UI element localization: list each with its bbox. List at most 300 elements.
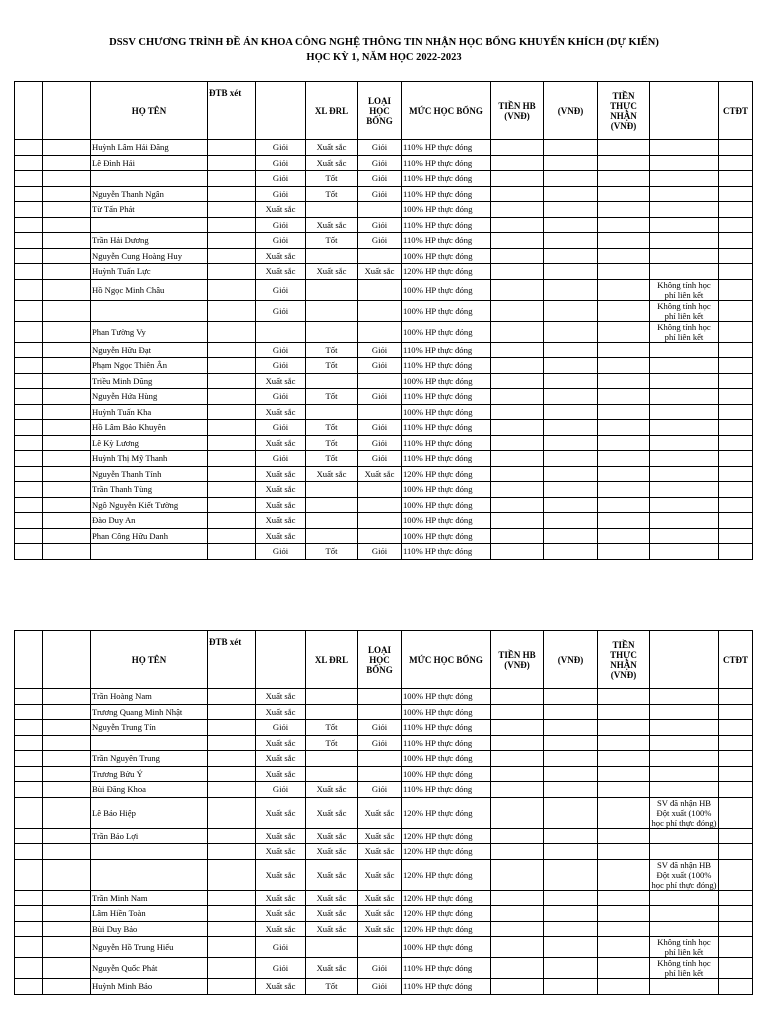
cell-tien-hb xyxy=(491,358,544,374)
note xyxy=(650,766,719,782)
cell-ctdt xyxy=(719,264,753,280)
student-name: Hồ Ngọc Minh Châu xyxy=(91,279,208,300)
dtb-classification xyxy=(256,321,306,342)
cell-ctdt xyxy=(719,497,753,513)
table-row xyxy=(15,544,753,560)
cell-tien-hb xyxy=(491,321,544,342)
cell-blank-a xyxy=(15,704,43,720)
cell-blank-b xyxy=(43,482,91,498)
dtb-classification: Xuất sắc xyxy=(256,466,306,482)
note xyxy=(650,844,719,860)
cell-ctdt xyxy=(719,735,753,751)
drl-classification: Xuất sắc xyxy=(306,797,358,828)
cell-tien-hb xyxy=(491,906,544,922)
scholarship-level: 120% HP thực đóng xyxy=(402,859,491,890)
cell-blank-a xyxy=(15,482,43,498)
cell-blank-b xyxy=(43,451,91,467)
cell-ctdt xyxy=(719,720,753,736)
cell-blank-b xyxy=(43,279,91,300)
cell-blank-a xyxy=(15,451,43,467)
cell-ctdt xyxy=(719,782,753,798)
drl-classification: Tốt xyxy=(306,358,358,374)
cell-blank-a xyxy=(15,828,43,844)
drl-classification xyxy=(306,248,358,264)
cell-ctdt xyxy=(719,451,753,467)
student-name: Nguyễn Hứa Hùng xyxy=(91,389,208,405)
dtb-classification: Giỏi xyxy=(256,279,306,300)
cell-blank-b xyxy=(43,958,91,979)
drl-classification xyxy=(306,766,358,782)
cell-vnd xyxy=(544,735,598,751)
cell-blank-b xyxy=(43,466,91,482)
scholarship-level: 100% HP thực đóng xyxy=(402,513,491,529)
cell-blank-a xyxy=(15,766,43,782)
table-row xyxy=(15,704,753,720)
scholarship-type: Giỏi xyxy=(358,979,402,995)
student-name: Trương Bửu Ý xyxy=(91,766,208,782)
cell-vnd xyxy=(544,451,598,467)
cell-blank-a xyxy=(15,937,43,958)
cell-blank-d xyxy=(208,373,256,389)
dtb-classification: Xuất sắc xyxy=(256,689,306,705)
cell-ctdt xyxy=(719,342,753,358)
drl-classification: Tốt xyxy=(306,544,358,560)
cell-blank-b xyxy=(43,155,91,171)
cell-blank-d xyxy=(208,420,256,436)
cell-vnd xyxy=(544,248,598,264)
drl-classification xyxy=(306,513,358,529)
cell-blank-a xyxy=(15,171,43,187)
cell-vnd xyxy=(544,766,598,782)
cell-blank-b xyxy=(43,420,91,436)
note: Không tính học phí liên kết xyxy=(650,958,719,979)
dtb-classification: Xuất sắc xyxy=(256,435,306,451)
cell-tien-hb xyxy=(491,264,544,280)
cell-tien-hb xyxy=(491,751,544,767)
drl-classification: Tốt xyxy=(306,451,358,467)
student-name: Lê Bảo Hiệp xyxy=(91,797,208,828)
cell-blank-b xyxy=(43,513,91,529)
drl-classification: Tốt xyxy=(306,186,358,202)
cell-blank-b xyxy=(43,766,91,782)
table-row xyxy=(15,389,753,405)
cell-thuc-nhan xyxy=(598,155,650,171)
cell-vnd xyxy=(544,420,598,436)
cell-vnd xyxy=(544,300,598,321)
cell-blank-d xyxy=(208,300,256,321)
note: Không tính học phí liên kết xyxy=(650,937,719,958)
table-row xyxy=(15,248,753,264)
drl-classification: Tốt xyxy=(306,735,358,751)
cell-blank-b xyxy=(43,171,91,187)
table-row xyxy=(15,233,753,249)
cell-ctdt xyxy=(719,466,753,482)
student-name: Huỳnh Tuấn Kha xyxy=(91,404,208,420)
student-name: Phạm Ngọc Thiên Ân xyxy=(91,358,208,374)
drl-classification xyxy=(306,300,358,321)
cell-blank-d xyxy=(208,435,256,451)
table-row xyxy=(15,720,753,736)
cell-blank-a xyxy=(15,233,43,249)
note xyxy=(650,389,719,405)
scholarship-level: 110% HP thực đóng xyxy=(402,171,491,187)
cell-blank-d xyxy=(208,217,256,233)
scholarship-type xyxy=(358,279,402,300)
cell-ctdt xyxy=(719,859,753,890)
note xyxy=(650,171,719,187)
cell-vnd xyxy=(544,497,598,513)
cell-blank-d xyxy=(208,497,256,513)
cell-vnd xyxy=(544,202,598,218)
table-row xyxy=(15,435,753,451)
scholarship-level: 110% HP thực đóng xyxy=(402,544,491,560)
cell-blank-a xyxy=(15,528,43,544)
table-row xyxy=(15,155,753,171)
table-row xyxy=(15,171,753,187)
cell-thuc-nhan xyxy=(598,202,650,218)
note: SV đã nhận HB Đột xuất (100% học phí thực đóng) xyxy=(651,797,717,828)
student-name xyxy=(91,217,208,233)
scholarship-level: 100% HP thực đóng xyxy=(402,404,491,420)
cell-vnd xyxy=(544,171,598,187)
cell-thuc-nhan xyxy=(598,782,650,798)
cell-vnd xyxy=(544,466,598,482)
dtb-classification: Giỏi xyxy=(256,358,306,374)
cell-blank-d xyxy=(208,321,256,342)
note xyxy=(650,155,719,171)
student-name: Trần Thanh Tùng xyxy=(91,482,208,498)
scholarship-level: 120% HP thực đóng xyxy=(402,828,491,844)
drl-classification: Xuất sắc xyxy=(306,906,358,922)
cell-thuc-nhan xyxy=(598,451,650,467)
cell-ctdt xyxy=(719,906,753,922)
header-loai-hoc-bong: LOẠI HỌC BỔNG xyxy=(358,82,402,140)
cell-blank-a xyxy=(15,844,43,860)
scholarship-level: 110% HP thực đóng xyxy=(402,342,491,358)
cell-thuc-nhan xyxy=(598,300,650,321)
cell-blank-d xyxy=(208,528,256,544)
cell-ctdt xyxy=(719,155,753,171)
cell-thuc-nhan xyxy=(598,373,650,389)
note xyxy=(650,720,719,736)
note xyxy=(650,248,719,264)
scholarship-level: 110% HP thực đóng xyxy=(402,435,491,451)
dtb-classification: Xuất sắc xyxy=(256,921,306,937)
table-row xyxy=(15,797,753,828)
scholarship-level: 110% HP thực đóng xyxy=(402,358,491,374)
cell-ctdt xyxy=(719,420,753,436)
drl-classification: Xuất sắc xyxy=(306,782,358,798)
student-name: Trần Minh Nam xyxy=(91,890,208,906)
header-blank-e xyxy=(256,82,306,140)
dtb-classification: Giỏi xyxy=(256,300,306,321)
table-row xyxy=(15,466,753,482)
note xyxy=(650,186,719,202)
scholarship-type: Giỏi xyxy=(358,435,402,451)
cell-ctdt xyxy=(719,528,753,544)
scholarship-type: Giỏi xyxy=(358,155,402,171)
cell-vnd xyxy=(544,373,598,389)
cell-blank-b xyxy=(43,704,91,720)
drl-classification: Xuất sắc xyxy=(306,828,358,844)
drl-classification xyxy=(306,373,358,389)
cell-vnd xyxy=(544,513,598,529)
cell-blank-d xyxy=(208,859,256,890)
table-row xyxy=(15,264,753,280)
cell-thuc-nhan xyxy=(598,342,650,358)
header-muc-hoc-bong: MỨC HỌC BỔNG xyxy=(402,82,491,140)
drl-classification: Xuất sắc xyxy=(306,466,358,482)
cell-vnd xyxy=(544,404,598,420)
dtb-classification: Giỏi xyxy=(256,233,306,249)
scholarship-level: 110% HP thực đóng xyxy=(402,217,491,233)
table-row xyxy=(15,958,753,979)
cell-vnd xyxy=(544,937,598,958)
cell-blank-a xyxy=(15,186,43,202)
cell-thuc-nhan xyxy=(598,890,650,906)
cell-ctdt xyxy=(719,958,753,979)
cell-blank-a xyxy=(15,279,43,300)
header-blank-b xyxy=(43,82,91,140)
cell-blank-d xyxy=(208,140,256,156)
scholarship-level: 120% HP thực đóng xyxy=(402,921,491,937)
scholarship-type: Xuất sắc xyxy=(358,466,402,482)
cell-blank-d xyxy=(208,689,256,705)
student-name: Nguyễn Hữu Đạt xyxy=(91,342,208,358)
dtb-classification: Xuất sắc xyxy=(256,859,306,890)
cell-blank-a xyxy=(15,404,43,420)
drl-classification: Xuất sắc xyxy=(306,217,358,233)
note xyxy=(650,513,719,529)
cell-blank-a xyxy=(15,140,43,156)
cell-thuc-nhan xyxy=(598,404,650,420)
cell-blank-d xyxy=(208,358,256,374)
scholarship-type: Xuất sắc xyxy=(358,264,402,280)
header-blank-a xyxy=(15,631,43,689)
cell-vnd xyxy=(544,435,598,451)
cell-ctdt xyxy=(719,202,753,218)
scholarship-type xyxy=(358,300,402,321)
drl-classification: Xuất sắc xyxy=(306,140,358,156)
cell-blank-d xyxy=(208,202,256,218)
note xyxy=(650,233,719,249)
dtb-classification: Giỏi xyxy=(256,389,306,405)
dtb-classification: Giỏi xyxy=(256,155,306,171)
scholarship-type: Xuất sắc xyxy=(358,859,402,890)
dtb-classification: Xuất sắc xyxy=(256,735,306,751)
cell-ctdt xyxy=(719,186,753,202)
drl-classification xyxy=(306,404,358,420)
header-tien-thuc-nhan: TIỀN THỰC NHẬN (VNĐ) xyxy=(598,631,650,689)
drl-classification xyxy=(306,497,358,513)
drl-classification xyxy=(306,528,358,544)
cell-blank-d xyxy=(208,513,256,529)
scholarship-type: Xuất sắc xyxy=(358,797,402,828)
cell-thuc-nhan xyxy=(598,937,650,958)
scholarship-level: 100% HP thực đóng xyxy=(402,279,491,300)
scholarship-type: Giỏi xyxy=(358,451,402,467)
cell-blank-d xyxy=(208,735,256,751)
table-row xyxy=(15,186,753,202)
cell-blank-b xyxy=(43,751,91,767)
cell-blank-a xyxy=(15,782,43,798)
drl-classification xyxy=(306,202,358,218)
cell-thuc-nhan xyxy=(598,906,650,922)
note xyxy=(650,689,719,705)
table-row xyxy=(15,828,753,844)
cell-thuc-nhan xyxy=(598,248,650,264)
dtb-classification: Xuất sắc xyxy=(256,248,306,264)
student-name xyxy=(91,859,208,890)
header-blank-b xyxy=(43,631,91,689)
cell-blank-d xyxy=(208,155,256,171)
cell-blank-a xyxy=(15,321,43,342)
note xyxy=(650,435,719,451)
cell-thuc-nhan xyxy=(598,513,650,529)
dtb-classification: Giỏi xyxy=(256,937,306,958)
cell-tien-hb xyxy=(491,155,544,171)
cell-tien-hb xyxy=(491,958,544,979)
scholarship-level: 100% HP thực đóng xyxy=(402,482,491,498)
scholarship-type: Giỏi xyxy=(358,782,402,798)
cell-tien-hb xyxy=(491,420,544,436)
cell-thuc-nhan xyxy=(598,466,650,482)
cell-vnd xyxy=(544,358,598,374)
cell-ctdt xyxy=(719,248,753,264)
cell-vnd xyxy=(544,921,598,937)
cell-vnd xyxy=(544,979,598,995)
cell-blank-a xyxy=(15,358,43,374)
cell-thuc-nhan xyxy=(598,828,650,844)
cell-blank-d xyxy=(208,404,256,420)
cell-blank-b xyxy=(43,202,91,218)
student-name: Nguyễn Quốc Phát xyxy=(91,958,208,979)
note xyxy=(650,906,719,922)
cell-ctdt xyxy=(719,890,753,906)
table-row xyxy=(15,321,753,342)
cell-blank-a xyxy=(15,248,43,264)
cell-tien-hb xyxy=(491,544,544,560)
header-xl-drl: XL ĐRL xyxy=(306,631,358,689)
student-name: Nguyễn Hồ Trung Hiếu xyxy=(91,937,208,958)
cell-blank-b xyxy=(43,140,91,156)
cell-blank-a xyxy=(15,751,43,767)
note xyxy=(650,828,719,844)
cell-vnd xyxy=(544,140,598,156)
drl-classification xyxy=(306,321,358,342)
student-name xyxy=(91,300,208,321)
cell-thuc-nhan xyxy=(598,186,650,202)
scholarship-level: 110% HP thực đóng xyxy=(402,155,491,171)
note xyxy=(650,735,719,751)
student-name: Lê Kỳ Lương xyxy=(91,435,208,451)
cell-ctdt xyxy=(719,544,753,560)
cell-ctdt xyxy=(719,389,753,405)
cell-blank-d xyxy=(208,979,256,995)
cell-blank-d xyxy=(208,342,256,358)
cell-thuc-nhan xyxy=(598,689,650,705)
dtb-classification: Xuất sắc xyxy=(256,906,306,922)
cell-blank-b xyxy=(43,844,91,860)
cell-vnd xyxy=(544,342,598,358)
cell-tien-hb xyxy=(491,766,544,782)
cell-vnd xyxy=(544,782,598,798)
cell-vnd xyxy=(544,544,598,560)
dtb-classification: Xuất sắc xyxy=(256,202,306,218)
scholarship-type xyxy=(358,766,402,782)
cell-blank-a xyxy=(15,921,43,937)
table-row xyxy=(15,528,753,544)
cell-tien-hb xyxy=(491,140,544,156)
cell-tien-hb xyxy=(491,482,544,498)
header-ctdt: CTĐT xyxy=(719,631,753,689)
cell-thuc-nhan xyxy=(598,979,650,995)
scholarship-level: 110% HP thực đóng xyxy=(402,420,491,436)
table-row xyxy=(15,979,753,995)
cell-thuc-nhan xyxy=(598,233,650,249)
cell-blank-d xyxy=(208,921,256,937)
cell-thuc-nhan xyxy=(598,140,650,156)
scholarship-level: 100% HP thực đóng xyxy=(402,202,491,218)
student-name: Hồ Lâm Bảo Khuyên xyxy=(91,420,208,436)
student-name: Huỳnh Lâm Hải Đăng xyxy=(91,140,208,156)
table-row xyxy=(15,482,753,498)
cell-blank-d xyxy=(208,782,256,798)
cell-blank-b xyxy=(43,264,91,280)
dtb-classification: Giỏi xyxy=(256,451,306,467)
scholarship-level: 110% HP thực đóng xyxy=(402,720,491,736)
cell-blank-b xyxy=(43,373,91,389)
scholarship-type xyxy=(358,248,402,264)
note xyxy=(650,202,719,218)
header-blank-a xyxy=(15,82,43,140)
cell-vnd xyxy=(544,186,598,202)
scholarship-type: Giỏi xyxy=(358,420,402,436)
dtb-classification: Xuất sắc xyxy=(256,513,306,529)
student-name xyxy=(91,544,208,560)
cell-tien-hb xyxy=(491,451,544,467)
table-row xyxy=(15,404,753,420)
cell-blank-d xyxy=(208,844,256,860)
cell-vnd xyxy=(544,528,598,544)
cell-blank-a xyxy=(15,906,43,922)
drl-classification xyxy=(306,279,358,300)
dtb-classification: Giỏi xyxy=(256,140,306,156)
note xyxy=(650,979,719,995)
cell-ctdt xyxy=(719,140,753,156)
cell-tien-hb xyxy=(491,279,544,300)
table-row xyxy=(15,689,753,705)
scholarship-type xyxy=(358,528,402,544)
scholarship-type xyxy=(358,513,402,529)
cell-blank-b xyxy=(43,906,91,922)
cell-vnd xyxy=(544,689,598,705)
scholarship-type xyxy=(358,404,402,420)
cell-thuc-nhan xyxy=(598,482,650,498)
cell-ctdt xyxy=(719,233,753,249)
scholarship-level: 120% HP thực đóng xyxy=(402,906,491,922)
cell-tien-hb xyxy=(491,782,544,798)
cell-blank-d xyxy=(208,171,256,187)
scholarship-level: 100% HP thực đóng xyxy=(402,937,491,958)
cell-blank-a xyxy=(15,202,43,218)
cell-ctdt xyxy=(719,979,753,995)
drl-classification: Xuất sắc xyxy=(306,155,358,171)
cell-blank-b xyxy=(43,186,91,202)
cell-blank-a xyxy=(15,544,43,560)
cell-blank-b xyxy=(43,797,91,828)
student-name: Ngô Nguyễn Kiết Tường xyxy=(91,497,208,513)
